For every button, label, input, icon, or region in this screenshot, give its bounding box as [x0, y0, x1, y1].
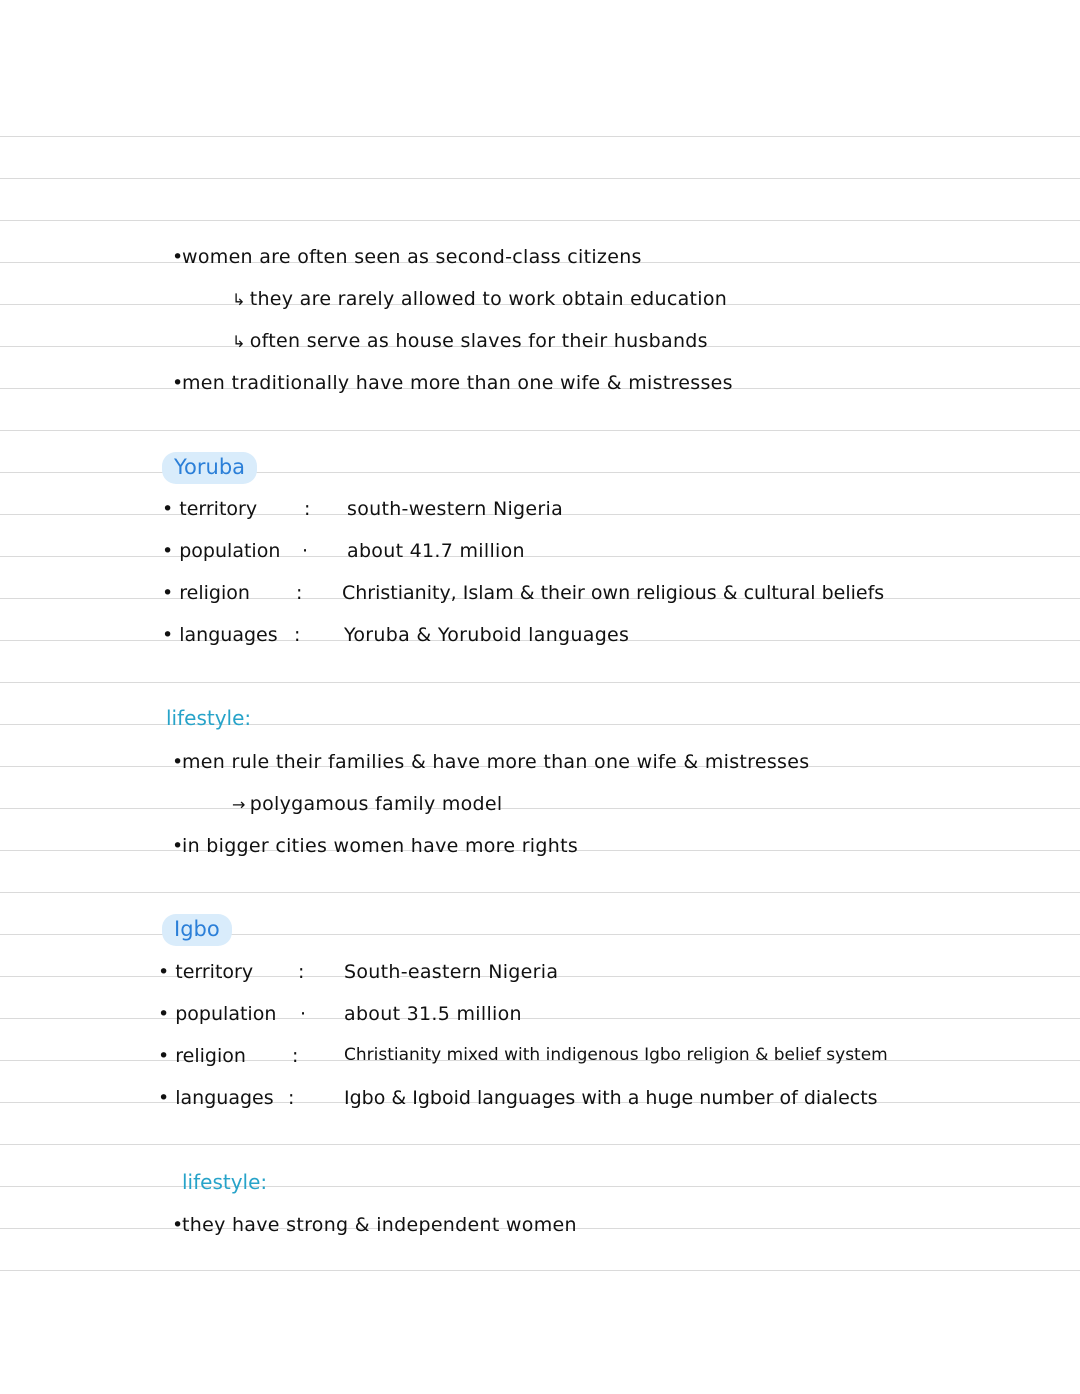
hook-arrow-icon: ↳ [232, 332, 246, 351]
igbo-languages-value: Igbo & Igboid languages with a huge number of dialects [344, 1087, 878, 1109]
yoruba-lifestyle-bullet-2: •in bigger cities women have more rights [172, 835, 579, 857]
yoruba-territory-sep: : [304, 498, 311, 520]
igbo-population-value: about 31.5 million [344, 1003, 522, 1025]
right-arrow-icon: → [232, 795, 246, 814]
igbo-population-sep: · [300, 1003, 307, 1025]
intro-sub-text: they are rarely allowed to work obtain education [249, 288, 728, 310]
intro-bullet-women: •women are often seen as second-class citizens [172, 246, 642, 268]
yoruba-territory-label: • territory [162, 498, 258, 520]
yoruba-lifestyle-sub-bullet: → polygamous family model [232, 793, 503, 815]
igbo-religion-label: • religion [158, 1045, 246, 1067]
igbo-languages-sep: : [288, 1087, 295, 1109]
yoruba-population-sep: · [302, 540, 309, 562]
intro-bullet-men: •men traditionally have more than one wife & mistresses [172, 372, 733, 394]
yoruba-population-label: • population [162, 540, 281, 562]
igbo-lifestyle-bullet-1: •they have strong & independent women [172, 1214, 577, 1236]
intro-sub-bullet-serve [232, 332, 708, 351]
igbo-religion-sep: : [292, 1045, 299, 1067]
yoruba-religion-label: • religion [162, 582, 250, 604]
igbo-territory-label: • territory [158, 961, 254, 983]
intro-bullet-text: men traditionally have more than one wife & mistresses [182, 372, 733, 394]
yoruba-languages-label: • languages [162, 624, 278, 646]
igbo-population-label: • population [158, 1003, 277, 1025]
yoruba-heading: Yoruba [162, 452, 257, 484]
intro-sub-text: often serve as house slaves for their husbands [249, 330, 708, 352]
intro-bullet-text: women are often seen as second-class citizens [182, 246, 642, 268]
igbo-lifestyle-label: lifestyle: [182, 1170, 268, 1194]
yoruba-lifestyle-bullet-1: •men rule their families & have more than one wife & mistresses [172, 751, 810, 773]
yoruba-religion-sep: : [296, 582, 303, 604]
igbo-religion-value: Christianity mixed with indigenous Igbo religion & belief system [344, 1045, 888, 1065]
igbo-territory-sep: : [298, 961, 305, 983]
yoruba-languages-sep: : [294, 624, 301, 646]
igbo-languages-label: • languages [158, 1087, 274, 1109]
yoruba-religion-value: Christianity, Islam & their own religious & cultural beliefs [342, 582, 885, 604]
igbo-heading: Igbo [162, 914, 232, 946]
intro-sub-bullet-work [232, 290, 727, 309]
yoruba-territory-value: south-western Nigeria [347, 498, 564, 520]
hook-arrow-icon: ↳ [232, 290, 246, 309]
yoruba-languages-value: Yoruba & Yoruboid languages [344, 624, 630, 646]
yoruba-lifestyle-label: lifestyle: [166, 706, 252, 730]
igbo-territory-value: South-eastern Nigeria [344, 961, 559, 983]
yoruba-population-value: about 41.7 million [347, 540, 525, 562]
